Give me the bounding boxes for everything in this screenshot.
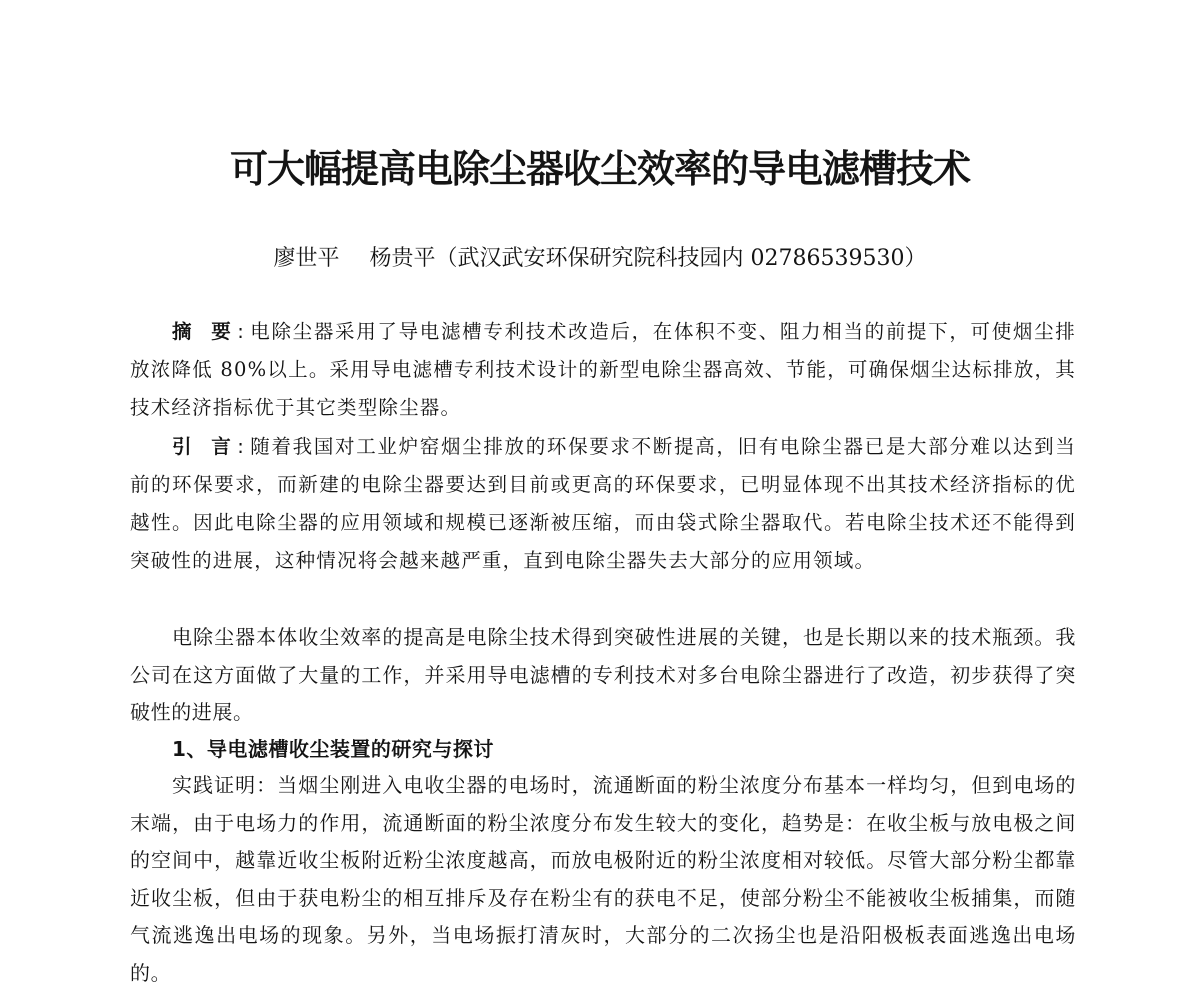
- author-name-1: 廖世平: [273, 246, 340, 271]
- section-heading: 1、导电滤槽收尘装置的研究与探讨: [172, 737, 494, 761]
- abstract-text: 电除尘器采用了导电滤槽专利技术改造后，在体积不变、阻力相当的前提下，可使烟尘排放浓降低 80%以上。采用导电滤槽专利技术设计的新型电除尘器高效、节能，可确保烟尘达标排放，其技术经济指标优于其它类型除尘器。: [130, 320, 1076, 419]
- section-paragraph: 实践证明：当烟尘刚进入电收尘器的电场时，流通断面的粉尘浓度分布基本一样均匀，但到电场的末端，由于电场力的作用，流通断面的粉尘浓度分布发生较大的变化，趋势是：在收尘板与放电极之间的空间中，越靠近收尘板附近粉尘浓度越高，而放电极附近的粉尘浓度相对较低。尽管大部分粉尘都靠近收尘板，但由于获电粉尘的相互排斥及存在粉尘有的获电不足，使部分粉尘不能被收尘板捕集，而随气流逃逸出电场的现象。另外，当电场振打清灰时，大部分的二次扬尘也是沿阳极板表面逃逸出电场的。: [130, 773, 1076, 985]
- author-name-2: 杨贵平: [369, 246, 436, 271]
- body-paragraph: 电除尘器本体收尘效率的提高是电除尘技术得到突破性进展的关键，也是长期以来的技术瓶颈。我公司在这方面做了大量的工作，并采用导电滤槽的专利技术对多台电除尘器进行了改造，初步获得了突破性的进展。: [130, 625, 1076, 725]
- author-line: [0, 242, 1200, 276]
- introduction-label: 引 言:: [172, 435, 250, 458]
- abstract-label: 摘 要:: [172, 320, 250, 343]
- introduction-text: 随着我国对工业炉窑烟尘排放的环保要求不断提高，旧有电除尘器已是大部分难以达到当前的环保要求，而新建的电除尘器要达到目前或更高的环保要求，已明显体现不出其技术经济指标的优越性。因此电除尘器的应用领域和规模已逐渐被压缩，而由袋式除尘器取代。若电除尘技术还不能得到突破性的进展，这种情况将会越来越严重，直到电除尘器失去大部分的应用领域。: [130, 435, 1076, 572]
- abstract-paragraph: [130, 313, 1076, 427]
- author-affiliation: （武汉武安环保研究院科技园内 02786539530）: [435, 246, 927, 271]
- paper-title: 可大幅提高电除尘器收尘效率的导电滤槽技术: [229, 147, 970, 191]
- introduction-paragraph: [130, 428, 1076, 580]
